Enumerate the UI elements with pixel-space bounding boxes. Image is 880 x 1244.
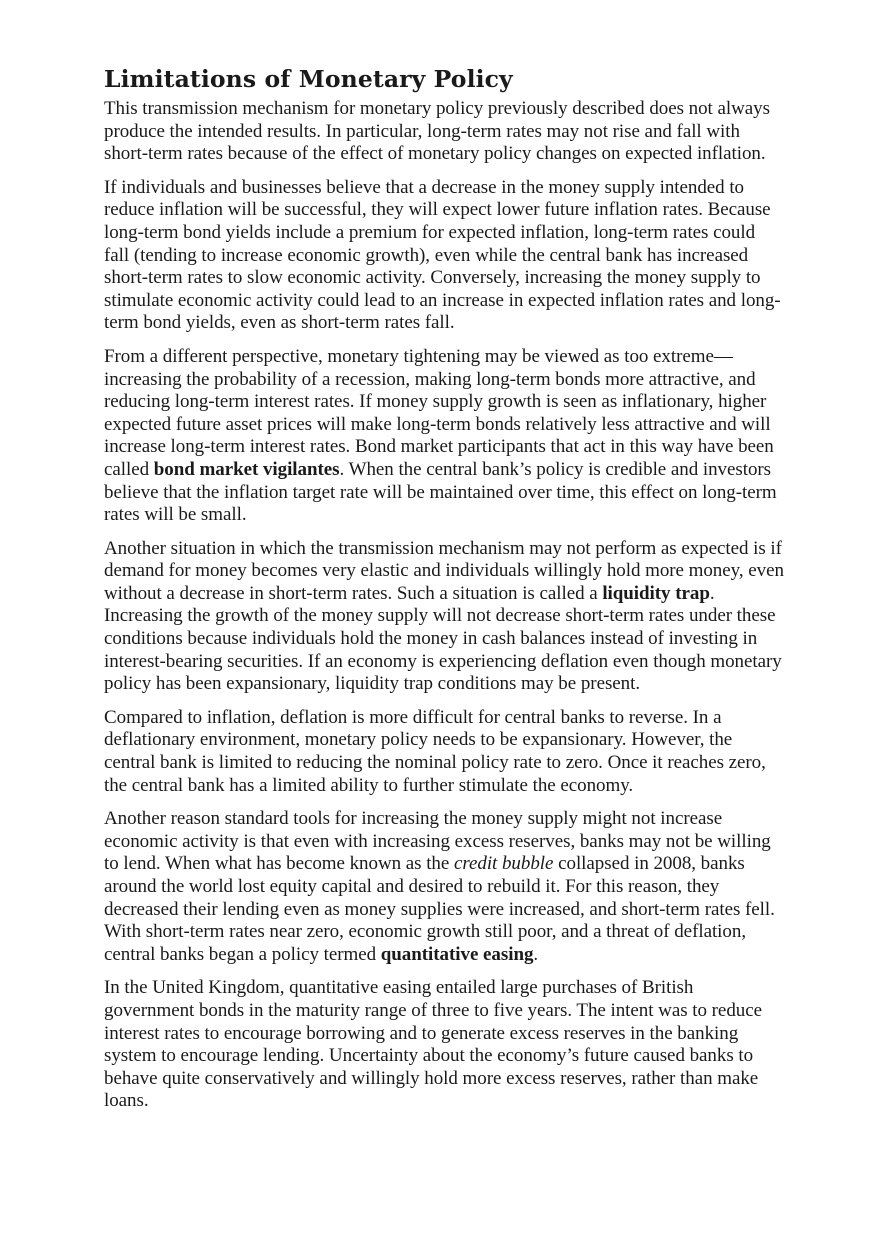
paragraph: [104, 98, 784, 166]
key-term: bond market vigilantes: [153, 458, 340, 480]
paragraph: [104, 808, 784, 966]
document-body: [104, 98, 784, 1113]
paragraph-text: In the United Kingdom, quantitative easing entailed large purchases of British government bonds in the maturity range of three to five years. The intent was to reduce interest rates to encourage borrowing and to generate excess reserves in the banking system to encourage lending. Uncertainty about the economy’s future caused banks to behave quite conservatively and willingly hold more excess reserves, rather than make loans.: [104, 977, 762, 1112]
paragraph-text: Another situation in which the transmission mechanism may not perform as expected is if demand for money becomes very elastic and individuals willingly hold more money, even without a decrease in short-term rates. Such a situation is called a: [104, 537, 784, 604]
paragraph: [104, 977, 784, 1113]
paragraph-text: collapsed in 2008, banks around the world lost equity capital and desired to rebuild it. For this reason, they decreased their lending even as money supplies were increased, and short-term rates fell. With short-term rates near zero, economic growth still poor, and a threat of deflation, central banks began a policy termed: [104, 853, 775, 965]
document-page: [104, 64, 784, 1124]
paragraph: [104, 538, 784, 696]
paragraph-text: From a different perspective, monetary tightening may be viewed as too extreme—increasing the probability of a recession, making long-term bonds more attractive, and reducing long-term interest rates. If money supply growth is seen as inflationary, higher expected future asset prices will make long-term bonds relatively less attractive and will increase long-term interest rates. Bond market participants that act in this way have been called: [104, 345, 774, 480]
paragraph-text: . Increasing the growth of the money supply will not decrease short-term rates under these conditions because individuals hold the money in cash balances instead of investing in interest-bearing securities. If an economy is experiencing deflation even though monetary policy has been expansionary, liquidity trap conditions may be present.: [104, 582, 782, 695]
emphasized-term: credit bubble: [453, 853, 554, 875]
key-term: quantitative easing: [380, 943, 534, 965]
paragraph-text: This transmission mechanism for monetary policy previously described does not always produce the intended results. In particular, long-term rates may not rise and fall with short-term rates because of the effect of monetary policy changes on expected inflation.: [104, 98, 770, 165]
paragraph: [104, 346, 784, 527]
paragraph: [104, 177, 784, 335]
paragraph-text: If individuals and businesses believe that a decrease in the money supply intended to reduce inflation will be successful, they will expect lower future inflation rates. Because long-term bond yields include a premium for expected inflation, long-term rates could fall (tending to increase economic growth), even while the central bank has increased short-term rates to slow economic activity. Conversely, increasing the money supply to stimulate economic activity could lead to an increase in expected inflation rates and long-term bond yields, even as short-term rates fall.: [104, 176, 781, 334]
paragraph-text: Compared to inflation, deflation is more difficult for central banks to reverse. In a deflationary environment, monetary policy needs to be expansionary. However, the central bank is limited to reducing the nominal policy rate to zero. Once it reaches zero, the central bank has a limited ability to further stimulate the economy.: [104, 706, 766, 796]
section-heading: Limitations of Monetary Policy: [104, 65, 513, 93]
paragraph-text: Another reason standard tools for increasing the money supply might not increase economic activity is that even with increasing excess reserves, banks may not be willing to lend. When what has become known as the: [104, 808, 771, 875]
paragraph-text: .: [533, 943, 539, 965]
key-term: liquidity trap: [602, 582, 710, 604]
paragraph: [104, 707, 784, 797]
paragraph-text: . When the central bank’s policy is credible and investors believe that the inflation target rate will be maintained over time, this effect on long-term rates will be small.: [104, 458, 777, 526]
